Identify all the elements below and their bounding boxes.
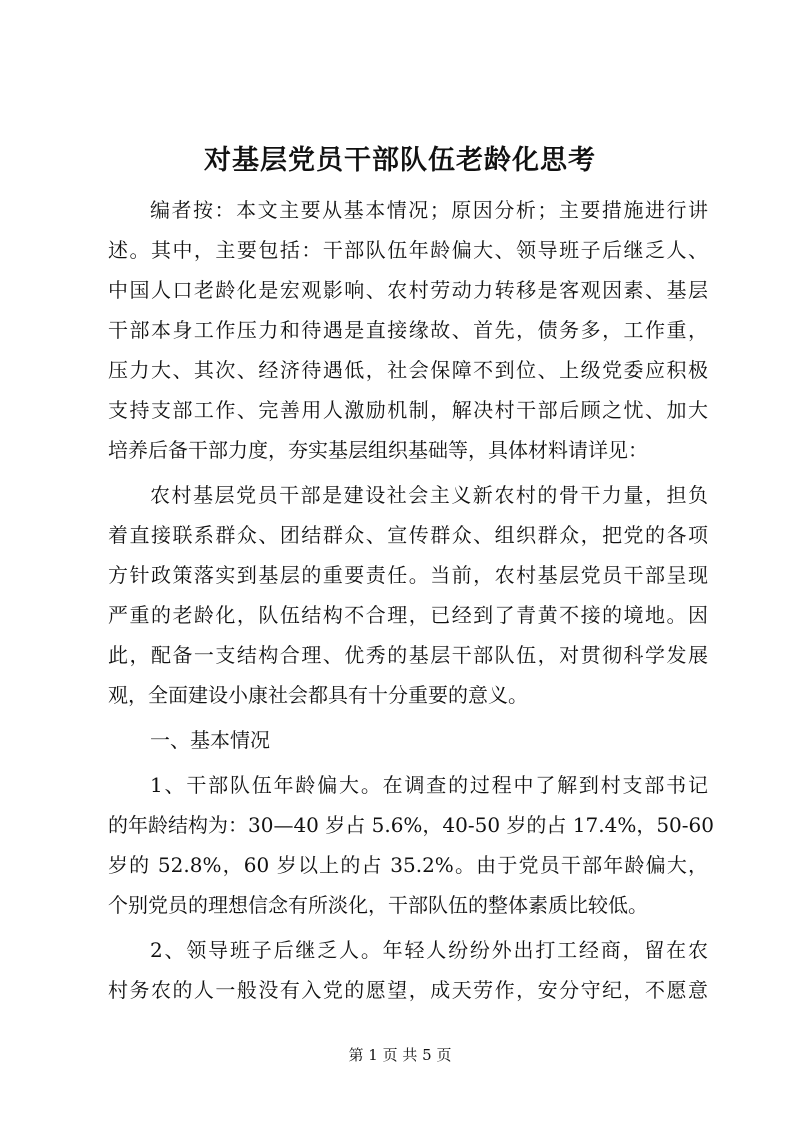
text-line: 严重的老龄化，队伍结构不合理，已经到了青黄不接的境地。因: [108, 603, 708, 627]
text-line: 2、领导班子后继乏人。年轻人纷纷外出打工经商，留在农: [150, 938, 708, 962]
page-footer: 第 1 页 共 5 页: [348, 1046, 452, 1064]
text-line: 个别党员的理想信念有所淡化，干部队伍的整体素质比较低。: [108, 893, 648, 917]
text-line: 干部本身工作压力和待遇是直接缘故、首先，债务多，工作重，: [108, 318, 708, 342]
text-line: 着直接联系群众、团结群众、宣传群众、组织群众，把党的各项: [108, 523, 708, 547]
text-line: 观，全面建设小康社会都具有十分重要的意义。: [108, 683, 528, 707]
document-title: 对基层党员干部队伍老龄化思考: [204, 145, 596, 176]
text-line: 1、干部队伍年龄偏大。在调查的过程中了解到村支部书记: [150, 773, 708, 797]
text-line: 述。其中，主要包括：干部队伍年龄偏大、领导班子后继乏人、: [108, 238, 708, 262]
text-line: 此，配备一支结构合理、优秀的基层干部队伍，对贯彻科学发展: [108, 643, 708, 667]
text-line: 的年龄结构为：30—40 岁占 5.6%，40-50 岁的占 17.4%，50-60: [108, 813, 714, 837]
text-line: 编者按：本文主要从基本情况；原因分析；主要措施进行讲: [150, 198, 708, 222]
text-line: 方针政策落实到基层的重要责任。当前，农村基层党员干部呈现: [108, 563, 708, 587]
text-line: 村务农的人一般没有入党的愿望，成天劳作，安分守纪，不愿意: [108, 978, 708, 1002]
text-line: 中国人口老龄化是宏观影响、农村劳动力转移是客观因素、基层: [108, 278, 708, 302]
text-line: 岁的 52.8%，60 岁以上的占 35.2%。由于党员干部年龄偏大，: [108, 853, 708, 877]
text-line: 支持支部工作、完善用人激励机制，解决村干部后顾之忧、加大: [108, 398, 708, 422]
text-line: 农村基层党员干部是建设社会主义新农村的骨干力量，担负: [150, 483, 708, 507]
section-heading: 一、基本情况: [150, 728, 270, 752]
text-line: 压力大、其次、经济待遇低，社会保障不到位、上级党委应积极: [108, 358, 708, 382]
text-line: 培养后备干部力度，夯实基层组织基础等，具体材料请详见：: [108, 438, 648, 462]
